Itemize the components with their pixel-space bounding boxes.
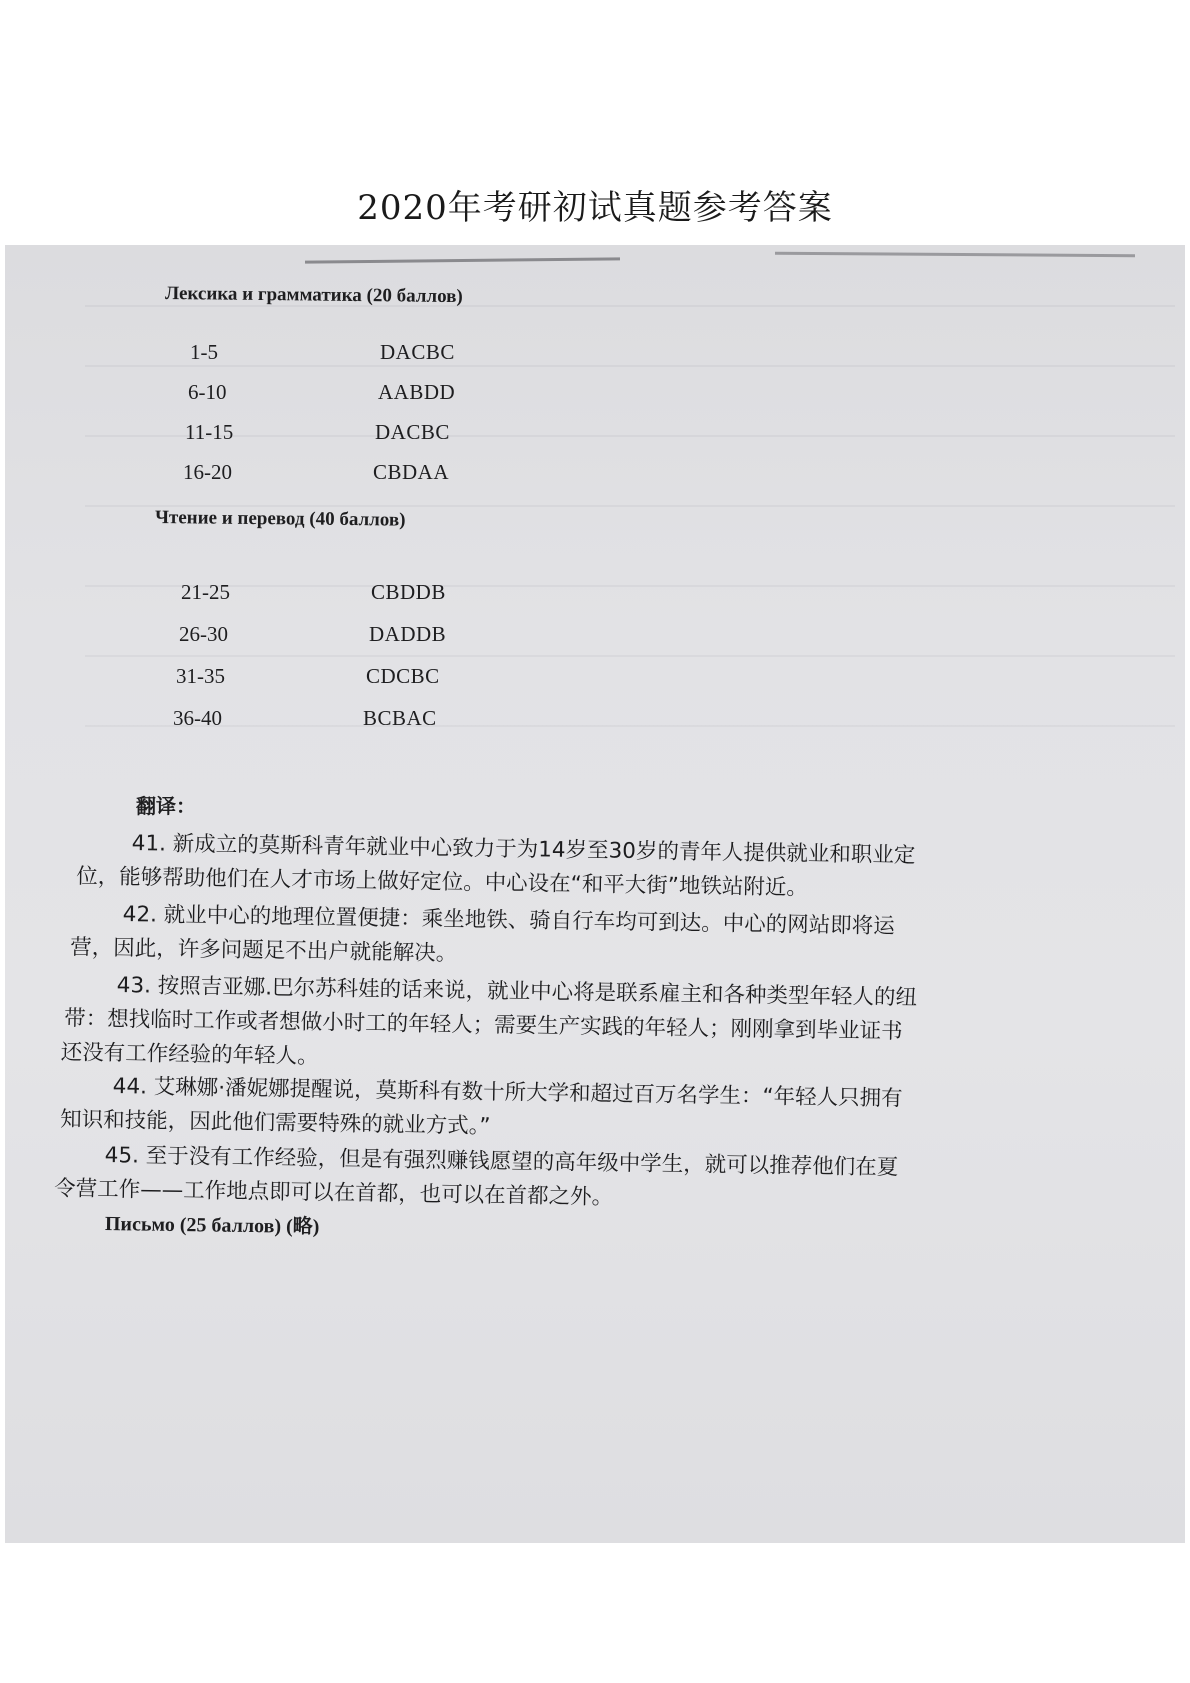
bleed-through [85, 725, 1175, 727]
answer-key: DACBC [380, 340, 455, 364]
paragraph-line: 带：想找临时工作或者想做小时工的年轻人；需要生产实践的年轻人；刚刚拿到毕业证书 [64, 1006, 903, 1045]
translation-paragraph-43 [60, 969, 918, 1084]
translation-paragraph-42 [70, 898, 895, 978]
answer-key: AABDD [378, 380, 456, 404]
page-title: 2020年考研初试真题参考答案 [357, 188, 833, 228]
paragraph-line: 42. 就业中心的地理位置便捷：乘坐地铁、骑自行车均可到达。中心的网站即将运 [122, 901, 895, 940]
paragraph-line: 令营工作——工作地点即可以在首都，也可以在首都之外。 [54, 1176, 614, 1210]
answer-range: 21-25 [181, 580, 230, 604]
divider-line [775, 252, 1135, 258]
section-heading-writing: Письмо (25 баллов) (略) [104, 1213, 320, 1238]
paragraph-line: 44. 艾琳娜·潘妮娜提醒说，莫斯科有数十所大学和超过百万名学生：“年轻人只拥有 [112, 1073, 903, 1112]
answer-range: 36-40 [173, 706, 222, 730]
answer-key: CDCBC [366, 664, 440, 688]
translation-paragraph-44 [60, 1070, 903, 1150]
scanned-answer-sheet [5, 245, 1185, 1543]
paragraph-line: 还没有工作经验的年轻人。 [60, 1040, 319, 1070]
answer-range: 26-30 [179, 622, 228, 646]
translation-paragraph-45 [54, 1139, 899, 1219]
answer-range: 11-15 [185, 420, 234, 444]
bleed-through [85, 435, 1175, 437]
paragraph-line: 知识和技能，因此他们需要特殊的就业方式。” [60, 1107, 491, 1139]
answer-key: BCBAC [363, 706, 437, 730]
bleed-through [85, 655, 1175, 657]
paragraph-line: 41. 新成立的莫斯科青年就业中心致力于为14岁至30岁的青年人提供就业和职业定 [131, 830, 916, 869]
answer-range: 16-20 [183, 460, 232, 484]
divider-line [305, 257, 620, 263]
answer-key: DACBC [375, 420, 450, 444]
answer-key: DADDB [369, 622, 447, 646]
section-heading-reading: Чтение и перевод (40 баллов) [154, 507, 406, 531]
translation-paragraph-41 [76, 827, 916, 907]
answer-range: 31-35 [176, 664, 225, 688]
bleed-through [85, 365, 1175, 367]
paragraph-line: 43. 按照吉亚娜.巴尔苏科娃的话来说，就业中心将是联系雇主和各种类型年轻人的纽 [116, 972, 918, 1011]
answer-range: 1-5 [190, 340, 218, 364]
section-heading-lexicon: Лексика и грамматика (20 баллов) [164, 283, 463, 308]
answer-key: CBDDB [371, 580, 446, 604]
answer-key: CBDAA [373, 460, 450, 484]
paragraph-line: 位，能够帮助他们在人才市场上做好定位。中心设在“和平大街”地铁站附近。 [76, 864, 809, 901]
paragraph-line: 营，因此，许多问题足不出户就能解决。 [70, 935, 458, 967]
translation-label: 翻译： [136, 794, 196, 818]
bleed-through [85, 505, 1175, 507]
paragraph-line: 45. 至于没有工作经验，但是有强烈赚钱愿望的高年级中学生，就可以推荐他们在夏 [104, 1142, 899, 1181]
bleed-through [85, 585, 1175, 587]
answer-range: 6-10 [188, 380, 227, 404]
